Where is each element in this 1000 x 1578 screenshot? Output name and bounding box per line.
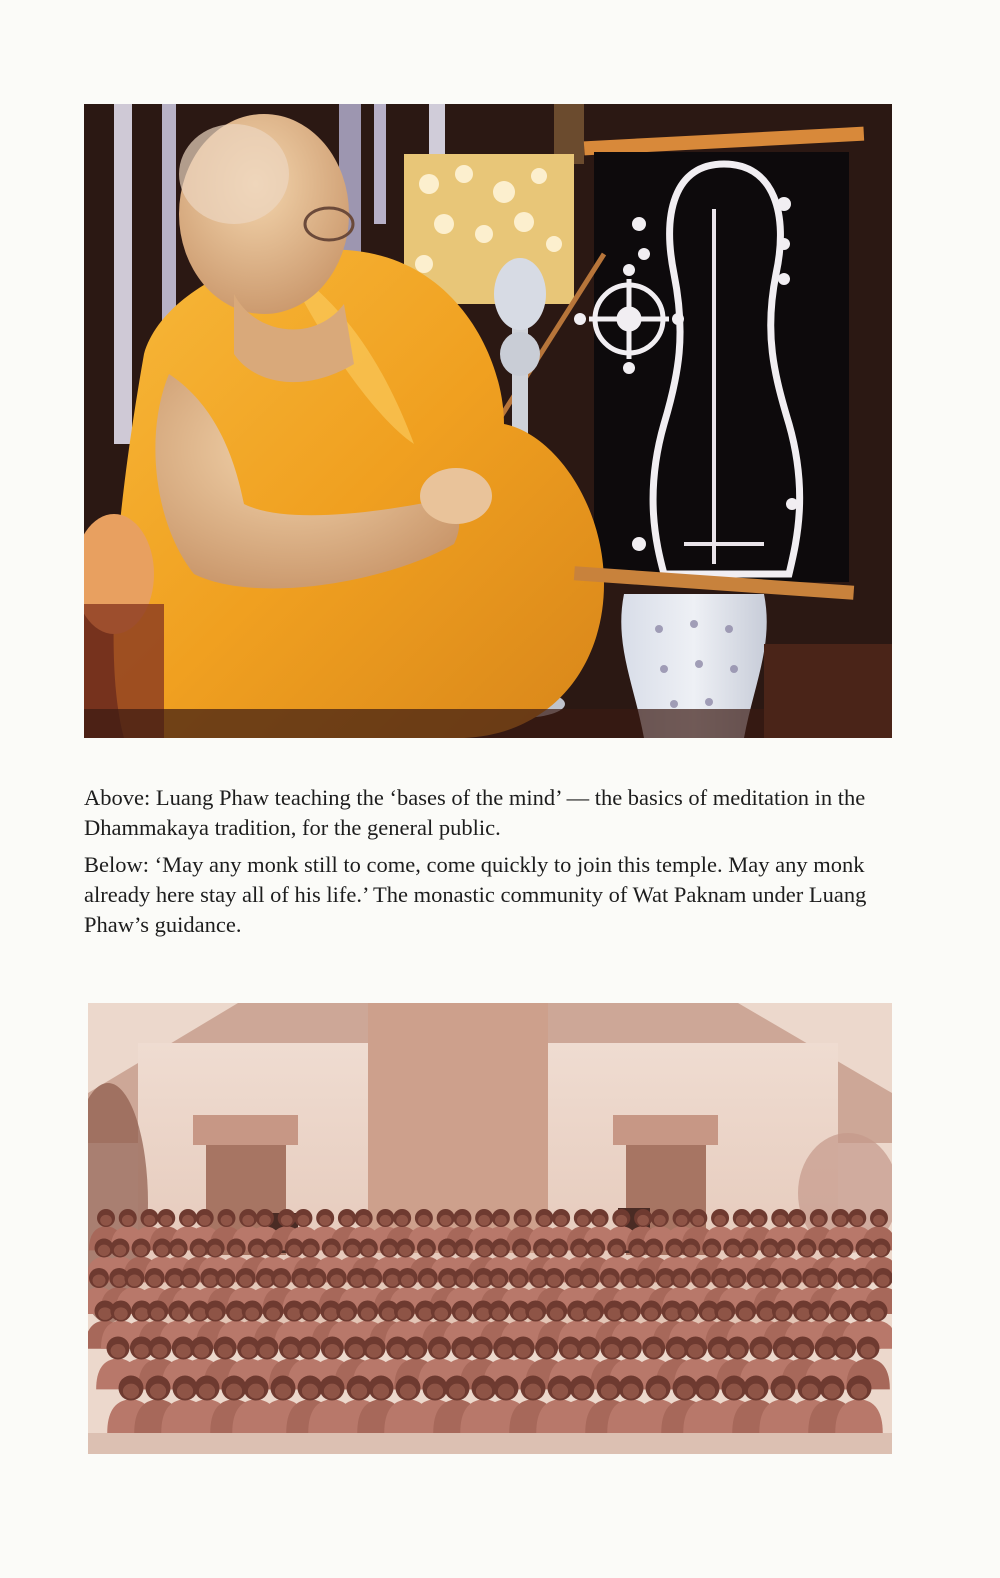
monk-teaching-photo: [84, 104, 892, 738]
caption-below-text: Below: ‘May any monk still to come, come quickly to join this temple. May any monk already here stay all of his life.’ The monastic community of Wat Paknam under Luang Phaw’s guidance.: [84, 852, 867, 937]
monastic-community-photo: [88, 1003, 892, 1454]
caption-above: [84, 783, 894, 843]
caption-below: [84, 850, 894, 940]
caption-above-text: Above: Luang Phaw teaching the ‘bases of the mind’ — the basics of meditation in the Dhammakaya tradition, for the general public.: [84, 785, 866, 840]
monastic-community-illustration: [88, 1003, 892, 1454]
monk-teaching-illustration: [84, 104, 892, 738]
